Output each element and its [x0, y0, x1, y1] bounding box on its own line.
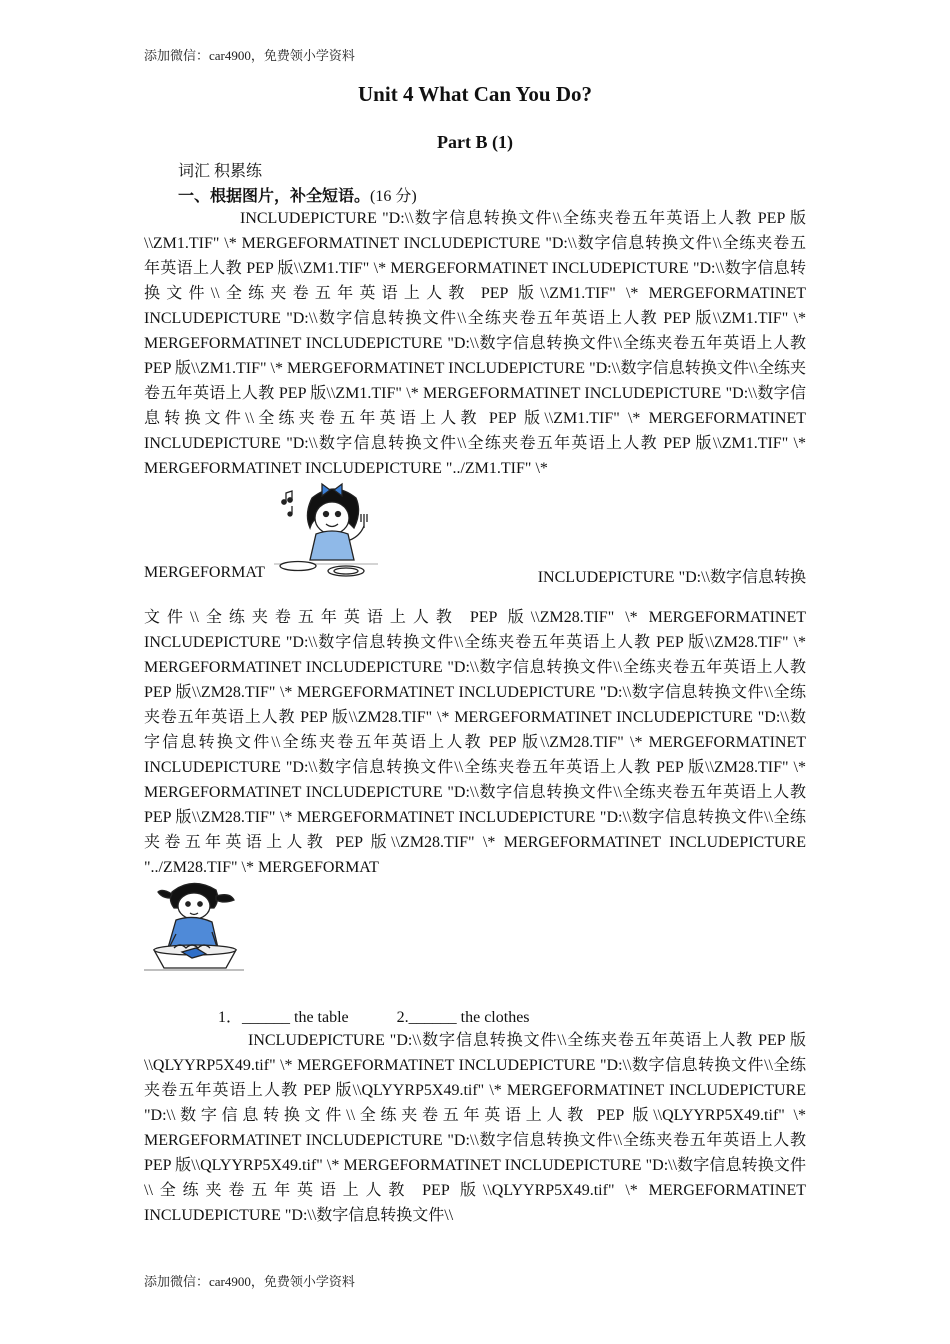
question-points: (16 分): [370, 188, 417, 205]
fill-in-items: [218, 1004, 530, 1027]
field-code-paragraph-1: INCLUDEPICTURE "D:\\数字信息转换文件\\全练夹卷五年英语上人教 PEP 版\\ZM1.TIF" \* MERGEFORMATINET INCLUDEPICTURE "D:\\数字信息转换文件\\全练夹卷五年英语上人教 PEP 版\\ZM1.TIF" \* MERGEFORMATINET INCLUDEPICTURE "D:\\数字信息转换文件\\全练夹卷五年英语上人教 PEP 版\\ZM1.TIF" \* MERGEFORMATINET INCLUDEPICTURE "D:\\数字信息转换文件\\全练夹卷五年英语上人教 PEP 版\\ZM1.TIF" \* MERGEFORMATINET INCLUDEPICTURE "D:\\数字信息转换文件\\全练夹卷五年英语上人教 PEP 版\\ZM1.TIF" \* MERGEFORMATINET INCLUDEPICTURE "D:\\数字信息转换文件\\全练夹卷五年英语上人教 PEP 版\\ZM1.TIF" \* MERGEFORMATINET INCLUDEPICTURE "D:\\数字信息转换文件\\全练夹卷五年英语上人教 PEP 版\\ZM1.TIF" \* MERGEFORMATINET INCLUDEPICTURE "D:\\数字信息转换文件\\全练夹卷五年英语上人教 PEP 版\\ZM1.TIF" \* MERGEFORMATINET INCLUDEPICTURE "../ZM1.TIF" \*: [144, 210, 806, 477]
item-1-set-table: 1．______ the table: [218, 1009, 349, 1026]
item-2-wash-clothes: 2.______ the clothes: [396, 1009, 530, 1026]
merge-left-text: MERGEFORMAT: [144, 564, 265, 581]
mergeformat-line: [144, 564, 806, 589]
page-footer: 添加微信：car4900，免费领小学资料: [144, 1274, 355, 1289]
merge-right-text: INCLUDEPICTURE "D:\\数字信息转换: [537, 569, 806, 586]
girl-washing-clothes-illustration: [144, 876, 244, 974]
question-heading: [178, 183, 417, 206]
unit-title: Unit 4 What Can You Do?: [358, 82, 592, 106]
field-code-paragraph-3: INCLUDEPICTURE "D:\\数字信息转换文件\\全练夹卷五年英语上人教 PEP 版\\QLYYRP5X49.tif" \* MERGEFORMATINET INCLUDEPICTURE "D:\\数字信息转换文件\\全练夹卷五年英语上人教 PEP 版\\QLYYRP5X49.tif" \* MERGEFORMATINET INCLUDEPICTURE "D:\\数字信息转换文件\\全练夹卷五年英语上人教 PEP 版\\QLYYRP5X49.tif" \* MERGEFORMATINET INCLUDEPICTURE "D:\\数字信息转换文件\\全练夹卷五年英语上人教 PEP 版\\QLYYRP5X49.tif" \* MERGEFORMATINET INCLUDEPICTURE "D:\\数字信息转换文件\\全练夹卷五年英语上人教 PEP 版\\QLYYRP5X49.tif" \* MERGEFORMATINET INCLUDEPICTURE "D:\\数字信息转换文件\\: [144, 1032, 806, 1224]
part-subtitle: Part B (1): [437, 132, 513, 152]
question-text: 一、根据图片，补全短语。: [178, 188, 371, 205]
field-code-paragraph-2: 文件\\全练夹卷五年英语上人教 PEP 版\\ZM28.TIF" \* MERGEFORMATINET INCLUDEPICTURE "D:\\数字信息转换文件\\全练夹卷五年英语上人教 PEP 版\\ZM28.TIF" \* MERGEFORMATINET INCLUDEPICTURE "D:\\数字信息转换文件\\全练夹卷五年英语上人教 PEP 版\\ZM28.TIF" \* MERGEFORMATINET INCLUDEPICTURE "D:\\数字信息转换文件\\全练夹卷五年英语上人教 PEP 版\\ZM28.TIF" \* MERGEFORMATINET INCLUDEPICTURE "D:\\数字信息转换文件\\全练夹卷五年英语上人教 PEP 版\\ZM28.TIF" \* MERGEFORMATINET INCLUDEPICTURE "D:\\数字信息转换文件\\全练夹卷五年英语上人教 PEP 版\\ZM28.TIF" \* MERGEFORMATINET INCLUDEPICTURE "D:\\数字信息转换文件\\全练夹卷五年英语上人教 PEP 版\\ZM28.TIF" \* MERGEFORMATINET INCLUDEPICTURE "D:\\数字信息转换文件\\全练夹卷五年英语上人教 PEP 版\\ZM28.TIF" \* MERGEFORMATINET INCLUDEPICTURE "../ZM28.TIF" \* MERGEFORMAT: [144, 609, 806, 876]
page-header: 添加微信：car4900，免费领小学资料: [144, 48, 355, 63]
section-label: 词汇 积累练: [178, 163, 263, 180]
